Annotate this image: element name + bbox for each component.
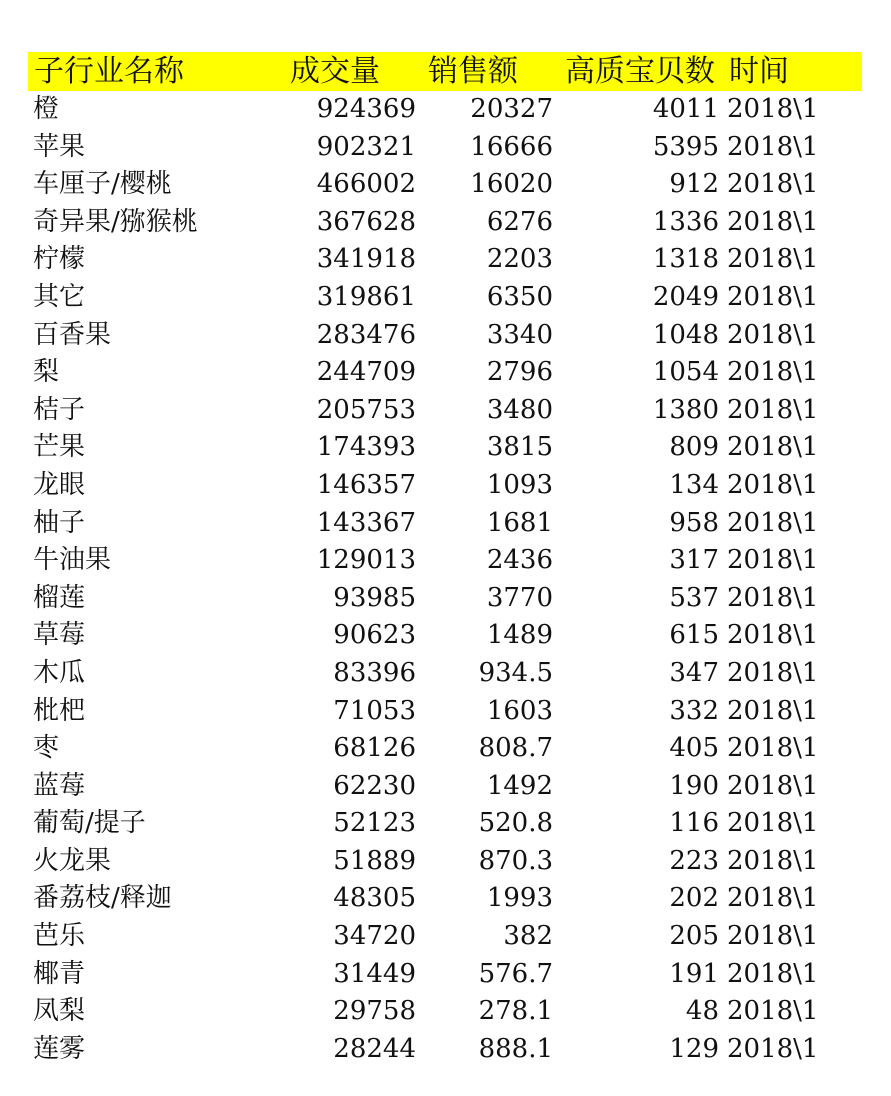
cell-sales[interactable]: 20327 [470,94,553,124]
header-subindustry-name[interactable]: 子行业名称 [34,54,184,89]
cell-sales[interactable]: 888.1 [478,1033,553,1064]
cell-subindustry-name[interactable]: 草莓 [33,620,86,651]
cell-time[interactable]: 2018\1 [727,620,819,651]
cell-volume[interactable]: 174393 [316,432,416,463]
cell-time[interactable]: 2018\1 [727,545,819,576]
table-row [28,241,862,279]
cell-quality-items[interactable]: 205 [669,921,719,952]
cell-time[interactable]: 2018\1 [727,244,819,275]
cell-quality-items[interactable]: 2049 [652,281,719,312]
cell-volume[interactable]: 143367 [316,507,416,538]
cell-volume[interactable]: 68126 [333,733,416,764]
cell-time[interactable]: 2018\1 [727,657,819,688]
cell-sales[interactable]: 870.3 [478,845,553,876]
cell-subindustry-name[interactable]: 苹果 [33,131,86,162]
cell-quality-items[interactable]: 1336 [652,206,719,237]
cell-sales[interactable]: 1492 [486,770,553,801]
table-row [28,354,862,392]
cell-quality-items[interactable]: 1048 [652,319,719,350]
cell-time[interactable]: 2018\1 [727,921,819,952]
cell-sales[interactable]: 576.7 [478,958,553,989]
cell-quality-items[interactable]: 1380 [652,394,719,425]
cell-subindustry-name[interactable]: 桔子 [33,394,86,425]
cell-sales[interactable]: 1603 [486,695,553,726]
table-row [28,655,862,693]
cell-volume[interactable]: 244709 [316,357,416,388]
cell-volume[interactable]: 62230 [333,770,416,801]
cell-sales[interactable]: 1681 [486,507,553,538]
table-row [28,880,862,918]
cell-subindustry-name[interactable]: 牛油果 [33,545,112,576]
table-row [28,918,862,956]
cell-sales[interactable]: 3480 [486,394,553,425]
cell-time[interactable]: 2018\1 [727,94,819,124]
cell-volume[interactable]: 902321 [316,131,416,162]
cell-time[interactable]: 2018\1 [727,845,819,876]
table-row [28,279,862,317]
cell-sales[interactable]: 934.5 [478,657,553,688]
cell-subindustry-name[interactable]: 榴莲 [33,582,86,613]
cell-time[interactable]: 2018\1 [727,507,819,538]
cell-volume[interactable]: 93985 [333,582,416,613]
cell-volume[interactable]: 48305 [333,883,416,914]
cell-sales[interactable]: 278.1 [478,996,553,1027]
cell-sales[interactable]: 1993 [486,883,553,914]
table-row [28,730,862,768]
cell-quality-items[interactable]: 347 [669,657,719,688]
cell-volume[interactable]: 52123 [333,808,416,839]
header-time[interactable]: 时间 [729,54,789,89]
cell-subindustry-name[interactable]: 芒果 [33,432,86,463]
cell-time[interactable]: 2018\1 [727,394,819,425]
cell-sales[interactable]: 2436 [486,545,553,576]
cell-volume[interactable]: 129013 [316,545,416,576]
cell-sales[interactable]: 520.8 [478,808,553,839]
spreadsheet-table [28,52,862,1068]
table-row [28,843,862,881]
cell-volume[interactable]: 90623 [333,620,416,651]
cell-subindustry-name[interactable]: 柚子 [33,507,86,538]
cell-subindustry-name[interactable]: 龙眼 [33,469,86,500]
cell-sales[interactable]: 3340 [486,319,553,350]
cell-volume[interactable]: 341918 [316,244,416,275]
cell-quality-items[interactable]: 190 [669,770,719,801]
table-row [28,542,862,580]
cell-time[interactable]: 2018\1 [727,733,819,764]
cell-sales[interactable]: 2796 [486,357,553,388]
cell-subindustry-name[interactable]: 枣 [33,733,60,764]
cell-volume[interactable]: 319861 [316,281,416,312]
cell-quality-items[interactable]: 405 [669,733,719,764]
cell-time[interactable]: 2018\1 [727,770,819,801]
table-row [28,392,862,430]
cell-quality-items[interactable]: 134 [669,469,719,500]
cell-subindustry-name[interactable]: 梨 [33,357,60,388]
cell-volume[interactable]: 51889 [333,845,416,876]
table-row [28,467,862,505]
cell-quality-items[interactable]: 223 [669,845,719,876]
cell-quality-items[interactable]: 615 [669,620,719,651]
cell-volume[interactable]: 146357 [316,469,416,500]
cell-subindustry-name[interactable]: 奇异果/猕猴桃 [33,206,198,237]
cell-time[interactable]: 2018\1 [727,582,819,613]
table-row [28,429,862,467]
cell-time[interactable]: 2018\1 [727,281,819,312]
cell-time[interactable]: 2018\1 [727,996,819,1027]
cell-time[interactable]: 2018\1 [727,206,819,237]
cell-sales[interactable]: 16666 [470,131,553,162]
cell-time[interactable]: 2018\1 [727,883,819,914]
table-row [28,956,862,994]
cell-sales[interactable]: 2203 [486,244,553,275]
cell-sales[interactable]: 808.7 [478,733,553,764]
cell-time[interactable]: 2018\1 [727,319,819,350]
cell-subindustry-name[interactable]: 芭乐 [33,921,86,952]
cell-volume[interactable]: 205753 [316,394,416,425]
cell-sales[interactable]: 1489 [486,620,553,651]
cell-quality-items[interactable]: 537 [669,582,719,613]
cell-time[interactable]: 2018\1 [727,169,819,200]
cell-volume[interactable]: 283476 [316,319,416,350]
cell-quality-items[interactable]: 1318 [652,244,719,275]
cell-subindustry-name[interactable]: 番荔枝/释迦 [33,883,172,914]
table-row [28,505,862,543]
cell-time[interactable]: 2018\1 [727,357,819,388]
cell-sales[interactable]: 16020 [470,169,553,200]
cell-volume[interactable]: 31449 [333,958,416,989]
cell-quality-items[interactable]: 129 [669,1033,719,1064]
cell-quality-items[interactable]: 116 [669,808,719,839]
cell-quality-items[interactable]: 202 [669,883,719,914]
cell-time[interactable]: 2018\1 [727,958,819,989]
cell-quality-items[interactable]: 1054 [652,357,719,388]
cell-quality-items[interactable]: 958 [669,507,719,538]
table-row [28,768,862,806]
cell-volume[interactable]: 29758 [333,996,416,1027]
cell-subindustry-name[interactable]: 百香果 [33,319,112,350]
cell-subindustry-name[interactable]: 其它 [33,281,86,312]
cell-quality-items[interactable]: 912 [669,169,719,200]
cell-time[interactable]: 2018\1 [727,469,819,500]
cell-subindustry-name[interactable]: 蓝莓 [33,770,86,801]
cell-volume[interactable]: 71053 [333,695,416,726]
cell-quality-items[interactable]: 191 [669,958,719,989]
cell-time[interactable]: 2018\1 [727,695,819,726]
cell-sales[interactable]: 6350 [486,281,553,312]
cell-subindustry-name[interactable]: 木瓜 [33,657,86,688]
table-row [28,693,862,731]
cell-volume[interactable]: 924369 [316,94,416,124]
header-row [28,52,862,91]
table-row [28,580,862,618]
cell-subindustry-name[interactable]: 椰青 [33,958,86,989]
cell-time[interactable]: 2018\1 [727,1033,819,1064]
cell-quality-items[interactable]: 317 [669,545,719,576]
cell-quality-items[interactable]: 48 [685,996,719,1027]
cell-volume[interactable]: 83396 [333,657,416,688]
cell-subindustry-name[interactable]: 车厘子/樱桃 [33,169,172,200]
cell-subindustry-name[interactable]: 莲雾 [33,1033,86,1064]
table-row [28,166,862,204]
cell-sales[interactable]: 382 [503,921,553,952]
cell-quality-items[interactable]: 4011 [652,94,719,124]
header-sales[interactable]: 销售额 [428,54,518,89]
cell-subindustry-name[interactable]: 橙 [33,94,60,124]
table-row [28,204,862,242]
cell-sales[interactable]: 3770 [486,582,553,613]
cell-subindustry-name[interactable]: 枇杷 [33,695,86,726]
cell-subindustry-name[interactable]: 凤梨 [33,996,86,1027]
table-row [28,805,862,843]
cell-time[interactable]: 2018\1 [727,432,819,463]
cell-time[interactable]: 2018\1 [727,131,819,162]
header-quality-items[interactable]: 高质宝贝数 [565,54,715,89]
table-row [28,993,862,1031]
cell-sales[interactable]: 6276 [486,206,553,237]
cell-volume[interactable]: 367628 [316,206,416,237]
cell-volume[interactable]: 34720 [333,921,416,952]
cell-subindustry-name[interactable]: 火龙果 [33,845,112,876]
table-body [28,91,862,1068]
table-row [28,317,862,355]
header-volume[interactable]: 成交量 [290,54,380,89]
cell-time[interactable]: 2018\1 [727,808,819,839]
cell-volume[interactable]: 28244 [333,1033,416,1064]
cell-subindustry-name[interactable]: 葡萄/提子 [33,808,146,839]
cell-sales[interactable]: 1093 [486,469,553,500]
cell-volume[interactable]: 466002 [316,169,416,200]
cell-sales[interactable]: 3815 [486,432,553,463]
cell-subindustry-name[interactable]: 柠檬 [33,244,86,275]
table-row [28,1031,862,1069]
table-row [28,129,862,167]
cell-quality-items[interactable]: 809 [669,432,719,463]
table-row [28,91,862,129]
cell-quality-items[interactable]: 332 [669,695,719,726]
table-row [28,617,862,655]
cell-quality-items[interactable]: 5395 [652,131,719,162]
